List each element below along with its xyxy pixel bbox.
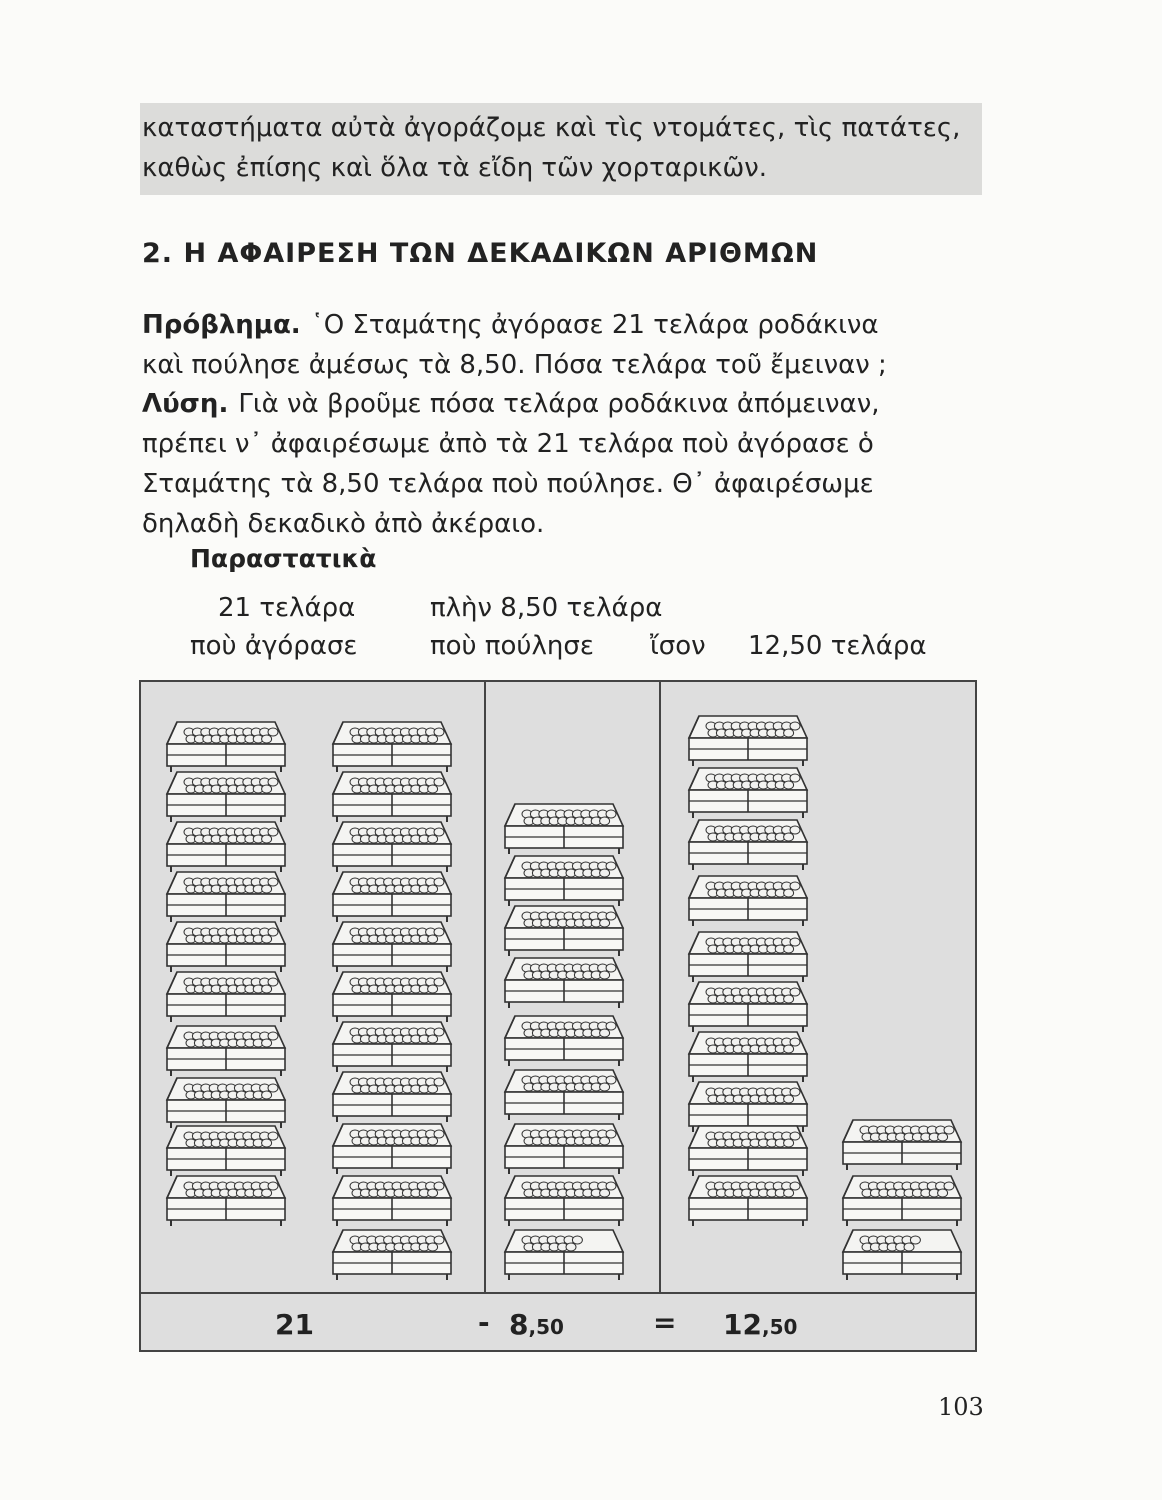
crate-icon [501, 1120, 625, 1176]
crate-icon [329, 968, 453, 1024]
crate-icon [501, 1012, 625, 1068]
result-text: 12,50 τελάρα [748, 631, 927, 661]
solution-line-4: δηλαδὴ δεκαδικὸ ἀπὸ ἀκέραιο. [142, 509, 545, 539]
crate-icon [685, 1122, 809, 1178]
left-bottom-text: ποὺ ἀγόρασε [190, 631, 358, 661]
half-crate-icon [501, 1226, 625, 1282]
figure-divider-1 [484, 682, 486, 1292]
crate-icon [329, 1120, 453, 1176]
intro-line-1: καταστήματα αὐτὰ ἀγοράζομε καὶ τὶς ντομάτες, τὶς πατάτες, [142, 113, 961, 143]
problem-label: Πρόβλημα. [142, 310, 301, 340]
crate-icon [163, 768, 287, 824]
crate-icon [501, 1066, 625, 1122]
crate-icon [685, 1172, 809, 1228]
crate-icon [329, 1018, 453, 1074]
crate-icon [329, 1172, 453, 1228]
crate-icon [685, 928, 809, 984]
crate-icon [839, 1172, 963, 1228]
figure-divider-2 [659, 682, 661, 1292]
illustration-heading: Παραστατικὰ [190, 544, 377, 573]
crate-icon [329, 918, 453, 974]
left-top-text: 21 τελάρα [218, 593, 356, 623]
crate-icon [329, 818, 453, 874]
problem-line-1: ῾Ο Σταμάτης ἀγόρασε 21 τελάρα ροδάκινα [310, 310, 879, 340]
mid-bottom-text: ποὺ πούλησε [430, 631, 594, 661]
crate-icon [501, 1172, 625, 1228]
solution-line-1: Γιὰ νὰ βροῦμε πόσα τελάρα ροδάκινα ἀπόμειναν, [238, 389, 880, 419]
crate-icon [685, 978, 809, 1034]
label-12-50: 12,50 [723, 1308, 798, 1341]
crate-icon [685, 764, 809, 820]
crate-icon [163, 918, 287, 974]
intro-line-2: καθὼς ἐπίσης καὶ ὅλα τὰ εἴδη τῶν χορταρικῶν. [142, 153, 768, 183]
solution-line-2: πρέπει ν᾽ ἀφαιρέσωμε ἀπὸ τὰ 21 τελάρα ποὺ ἀγόρασε ὁ [142, 429, 874, 459]
page-number: 103 [938, 1393, 984, 1421]
crate-icon [329, 768, 453, 824]
crate-icon [501, 954, 625, 1010]
solution-line-3: Σταμάτης τὰ 8,50 τελάρα ποὺ πούλησε. Θ᾽ ἀφαιρέσωμε [142, 469, 874, 499]
crate-icon [329, 1068, 453, 1124]
label-21: 21 [275, 1308, 314, 1341]
figure-bottom-bar [141, 1292, 975, 1352]
crate-icon [501, 800, 625, 856]
crate-icon [685, 712, 809, 768]
equals-word: ἴσον [650, 631, 706, 661]
crate-icon [685, 1028, 809, 1084]
crate-icon [163, 818, 287, 874]
crate-icon [839, 1116, 963, 1172]
solution-label: Λύση. [142, 389, 229, 419]
problem-line-2: καὶ πούλησε ἀμέσως τὰ 8,50. Πόσα τελάρα τοῦ ἔμειναν ; [142, 350, 887, 380]
half-crate-icon [839, 1226, 963, 1282]
crate-icon [163, 718, 287, 774]
crates-figure [139, 680, 977, 1352]
crate-icon [163, 1022, 287, 1078]
mid-top-text: πλὴν 8,50 τελάρα [430, 593, 663, 623]
problem-paragraph [142, 305, 982, 385]
label-8-50: 8,50 [509, 1308, 564, 1341]
crate-icon [329, 868, 453, 924]
crate-icon [163, 1122, 287, 1178]
crate-icon [163, 868, 287, 924]
crate-icon [685, 816, 809, 872]
crate-icon [685, 872, 809, 928]
minus-sign: - [478, 1306, 490, 1339]
crate-icon [329, 718, 453, 774]
equals-sign: = [653, 1306, 677, 1339]
crate-icon [501, 902, 625, 958]
crate-icon [501, 852, 625, 908]
crate-icon [163, 968, 287, 1024]
solution-paragraph [142, 384, 982, 544]
crate-icon [163, 1172, 287, 1228]
crate-icon [329, 1226, 453, 1282]
section-title: 2. Η ΑΦΑΙΡΕΣΗ ΤΩΝ ΔΕΚΑΔΙΚΩΝ ΑΡΙΘΜΩΝ [142, 238, 819, 269]
